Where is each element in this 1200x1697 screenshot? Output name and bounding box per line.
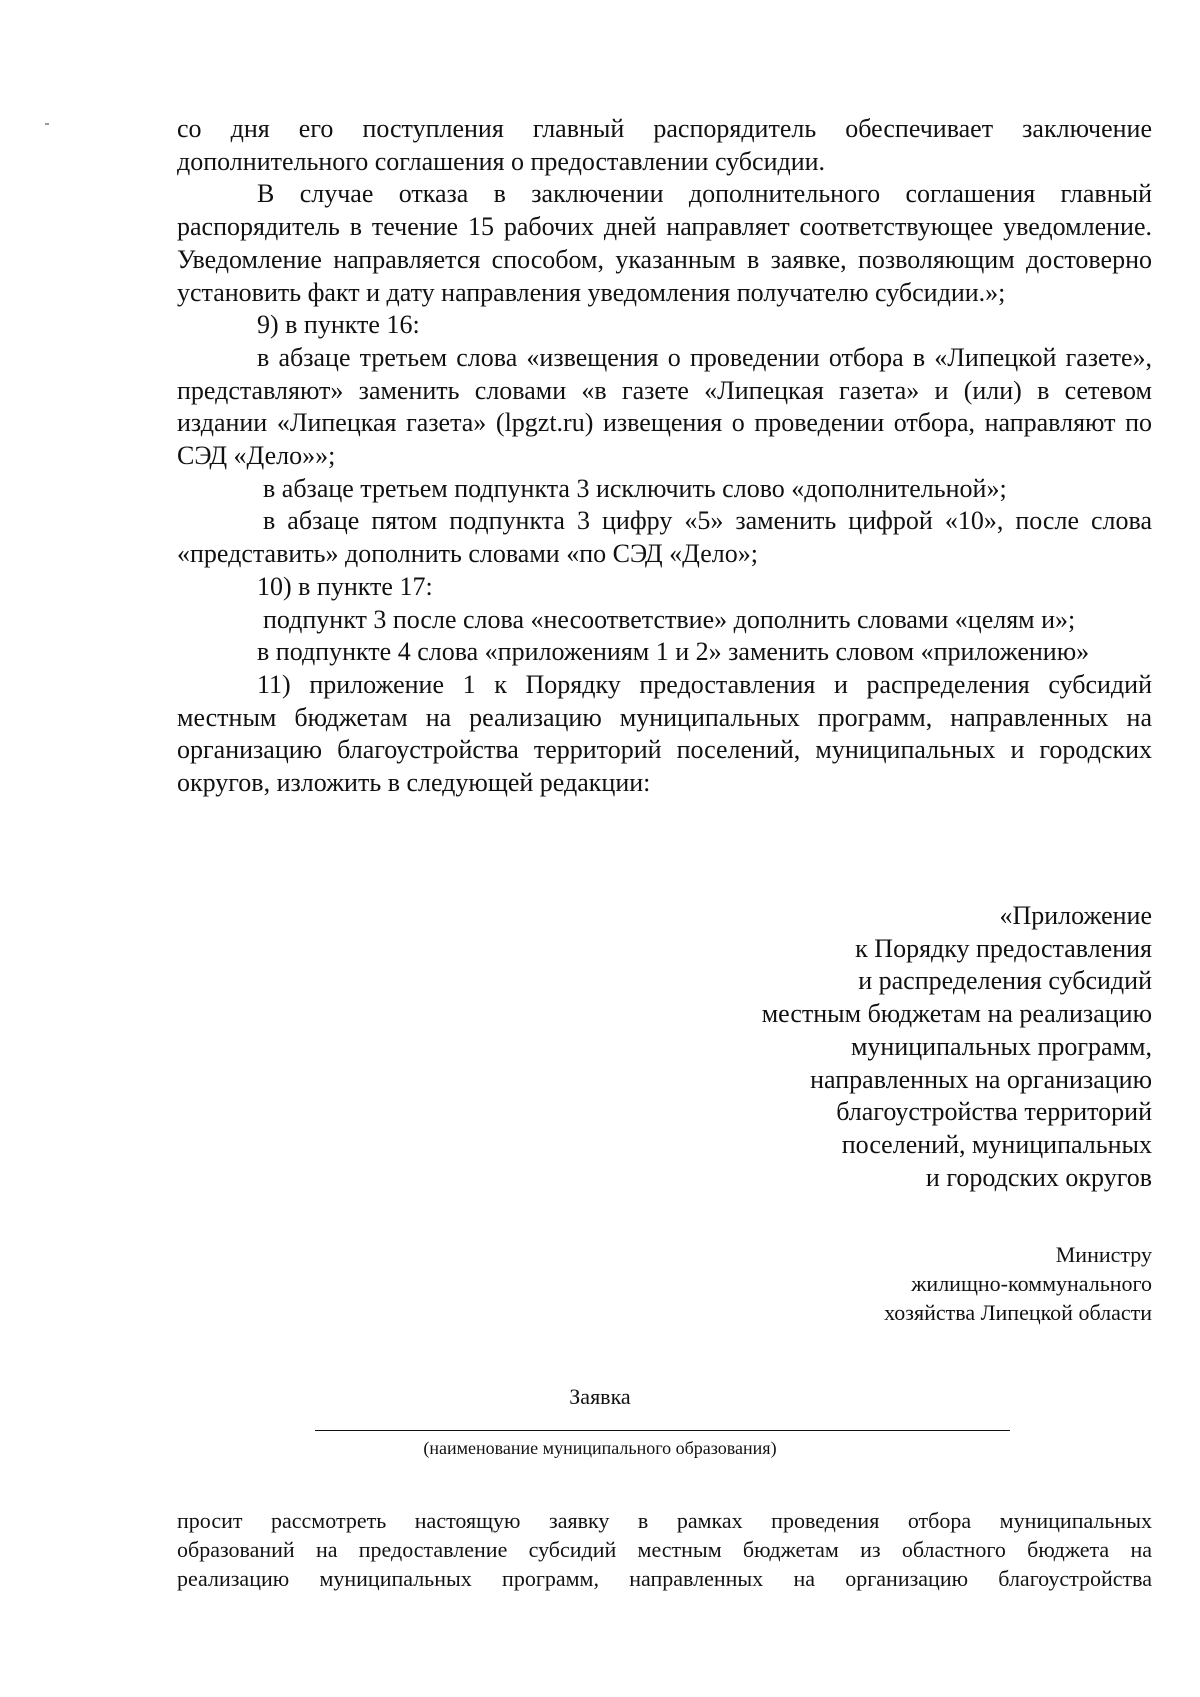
paragraph-refusal: В случае отказа в заключении дополнительного соглашения главный распорядитель в течение 15 рабочих дней направляет соответствующее уведомление. Уведомление направляется способом, указанным в заявке, позволяющим достоверно установить факт и дату направления уведомления получателю субсидии.»;: [177, 179, 1152, 307]
paragraph-abzac-3: в абзаце третьем слова «извещения о проведении отбора в «Липецкой газете», представляют» заменить словами «в газете «Липецкая газета» и (или) в сетевом издании «Липецкая газета» (lpgzt.ru) извещения о проведении отбора, направляют по СЭД «Дело»»;: [177, 342, 1152, 471]
paragraph-item-11: 11) приложение 1 к Порядку предоставления и распределения субсидий местным бюджетам на реализацию муниципальных программ, направленных на организацию благоустройства территорий поселений, муниципальных и городских округов, изложить в следующей редакции:: [177, 669, 1152, 798]
form-title: Заявка: [569, 1384, 631, 1409]
appendix-line: поселений, муниципальных: [841, 1129, 1152, 1159]
request-line: просит рассмотреть настоящую заявку в рамках проведения отбора муниципальных: [177, 1508, 1152, 1533]
paragraph-subitem-3-replace: в абзаце пятом подпункта 3 цифру «5» заменить цифрой «10», после слова «представить» дополнить словами «по СЭД «Дело»;: [177, 506, 1152, 569]
paragraph-item-10: 10) в пункте 17:: [257, 571, 433, 601]
appendix-line: муниципальных программ,: [850, 1031, 1152, 1061]
scan-speck: [45, 123, 49, 125]
appendix-line: благоустройства территорий: [836, 1097, 1152, 1127]
appendix-line: и распределения субсидий: [858, 966, 1152, 996]
addressee-block: [884, 1240, 1152, 1327]
appendix-line: «Приложение: [999, 901, 1152, 930]
paragraph-subitem-3-add: подпункт 3 после слова «несоответствие» дополнить словами «целям и»;: [263, 604, 1076, 634]
addressee-line: Министру: [1055, 1242, 1152, 1267]
paragraph-subitem-3-exclude: в абзаце третьем подпункта 3 исключить слово «дополнительной»;: [263, 473, 1007, 503]
request-text: [177, 1506, 1152, 1593]
request-line: образований на предоставление субсидий местным бюджетам из областного бюджета на: [177, 1537, 1152, 1562]
paragraph-subitem-4: в подпункте 4 слова «приложениям 1 и 2» заменить словом «приложению»: [257, 637, 1090, 667]
addressee-line: хозяйства Липецкой области: [884, 1300, 1152, 1325]
appendix-heading: [762, 900, 1152, 1194]
paragraph-continuation: со дня его поступления главный распорядитель обеспечивает заключение дополнительного соглашения о предоставлении субсидии.: [177, 114, 1152, 176]
appendix-line: к Порядку предоставления: [855, 933, 1152, 963]
request-line: реализацию муниципальных программ, направленных на организацию благоустройства: [177, 1566, 1152, 1591]
amendment-text: [177, 113, 1152, 800]
paragraph-item-9: 9) в пункте 16:: [257, 310, 420, 340]
appendix-line: направленных на организацию: [810, 1064, 1152, 1094]
blank-line: [315, 1430, 1010, 1431]
addressee-line: жилищно-коммунального: [911, 1271, 1152, 1296]
appendix-line: и городских округов: [925, 1162, 1152, 1192]
appendix-line: местным бюджетам на реализацию: [761, 999, 1152, 1029]
blank-caption: (наименование муниципального образования): [423, 1438, 777, 1458]
